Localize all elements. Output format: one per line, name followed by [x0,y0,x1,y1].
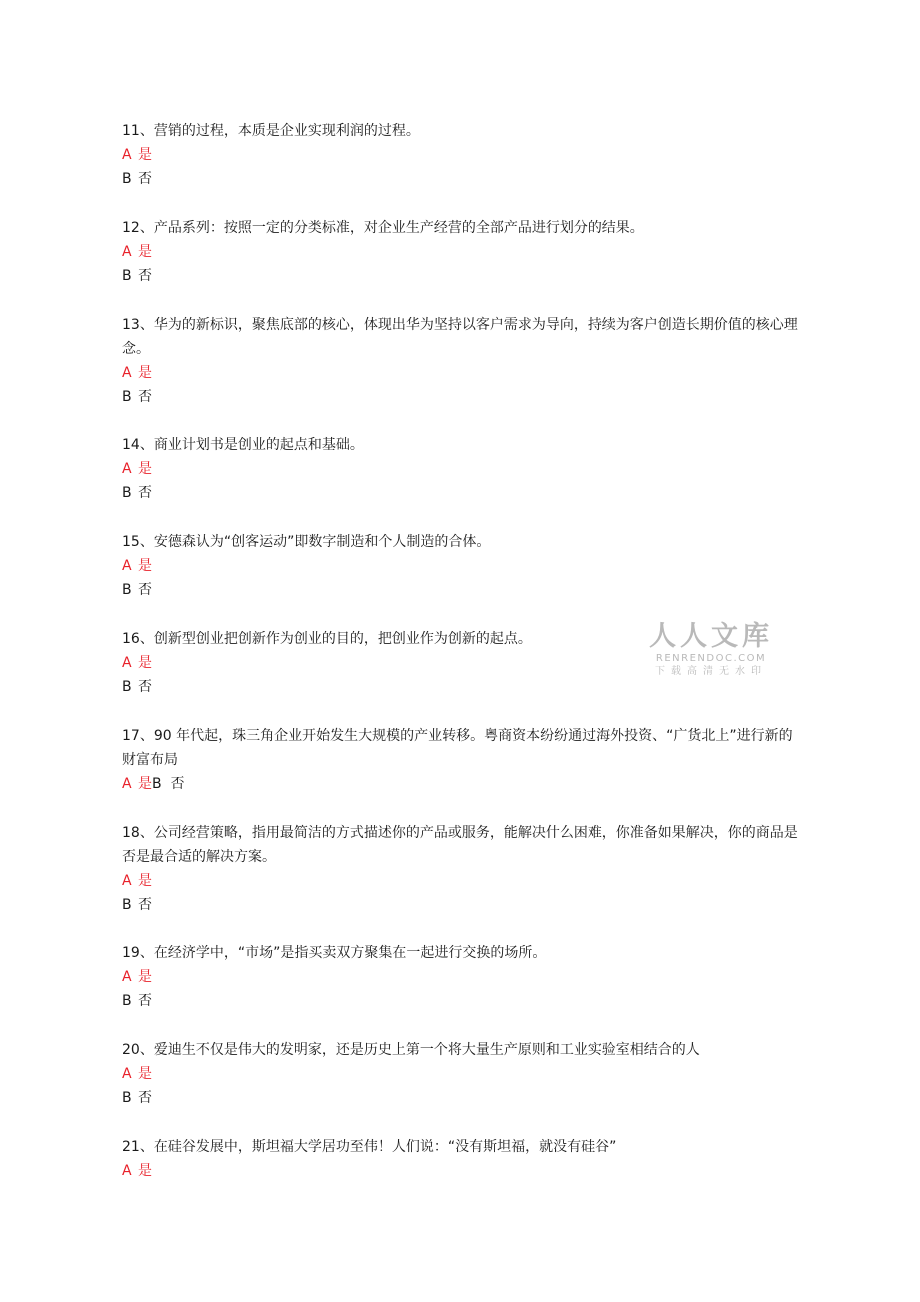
question-21 [122,1135,802,1183]
watermark-logo [646,622,776,679]
question-12 [122,216,802,288]
option-a: A 是 [122,558,152,574]
option-a: A 是 [122,969,152,985]
question-19 [122,941,802,1013]
question-13 [122,313,802,409]
option-b: B 否 [122,389,152,405]
question-17 [122,724,802,796]
watermark-tagline: 下载高清无水印 [655,666,767,677]
option-a-letter: A [122,776,132,792]
question-text: 14、商业计划书是创业的起点和基础。 [122,437,364,453]
option-a: A 是 [122,1163,152,1179]
option-b: B 否 [122,582,152,598]
option-b-text: 否 [170,776,185,792]
question-15 [122,530,802,602]
option-row [122,772,802,796]
watermark-domain: RENRENDOC.COM [655,653,767,664]
option-a: A 是 [122,873,152,889]
question-text: 13、华为的新标识，聚焦底部的核心，体现出华为坚持以客户需求为导向，持续为客户创造长期价值的核心理念。 [122,317,798,357]
option-b: B 否 [122,1090,152,1106]
question-20 [122,1038,802,1110]
question-14 [122,433,802,505]
question-text: 15、安德森认为“创客运动”即数字制造和个人制造的合体。 [122,534,491,550]
question-text: 20、爱迪生不仅是伟大的发明家，还是历史上第一个将大量生产原则和工业实验室相结合的人 [122,1042,700,1058]
option-a: A 是 [122,461,152,477]
option-b: B 否 [122,679,152,695]
question-text: 16、创新型创业把创新作为创业的目的，把创业作为创新的起点。 [122,631,532,647]
option-a: A 是 [122,655,152,671]
option-b-letter: B [152,776,162,792]
option-a-text: 是 [138,776,152,792]
option-b: B 否 [122,897,152,913]
question-text: 19、在经济学中，“市场”是指买卖双方聚集在一起进行交换的场所。 [122,945,547,961]
question-text: 21、在硅谷发展中，斯坦福大学居功至伟！人们说：“没有斯坦福，就没有硅谷” [122,1139,617,1155]
question-text: 18、公司经营策略，指用最简洁的方式描述你的产品或服务，能解决什么困难，你准备如果解决，你的商品是否是最合适的解决方案。 [122,825,798,865]
question-text: 17、90 年代起，珠三角企业开始发生大规模的产业转移。粤商资本纷纷通过海外投资、“广货北上”进行新的财富布局 [122,728,793,768]
option-a: A 是 [122,365,152,381]
option-b: B 否 [122,993,152,1009]
question-11 [122,119,802,191]
option-a: A 是 [122,1066,152,1082]
watermark-title: 人人文库 [649,621,773,652]
option-b: B 否 [122,171,152,187]
option-b: B 否 [122,268,152,284]
question-18 [122,821,802,917]
question-text: 11、营销的过程，本质是企业实现利润的过程。 [122,123,420,139]
question-text: 12、产品系列：按照一定的分类标准，对企业生产经营的全部产品进行划分的结果。 [122,220,644,236]
option-a: A 是 [122,244,152,260]
option-b: B 否 [122,485,152,501]
option-a: A 是 [122,147,152,163]
